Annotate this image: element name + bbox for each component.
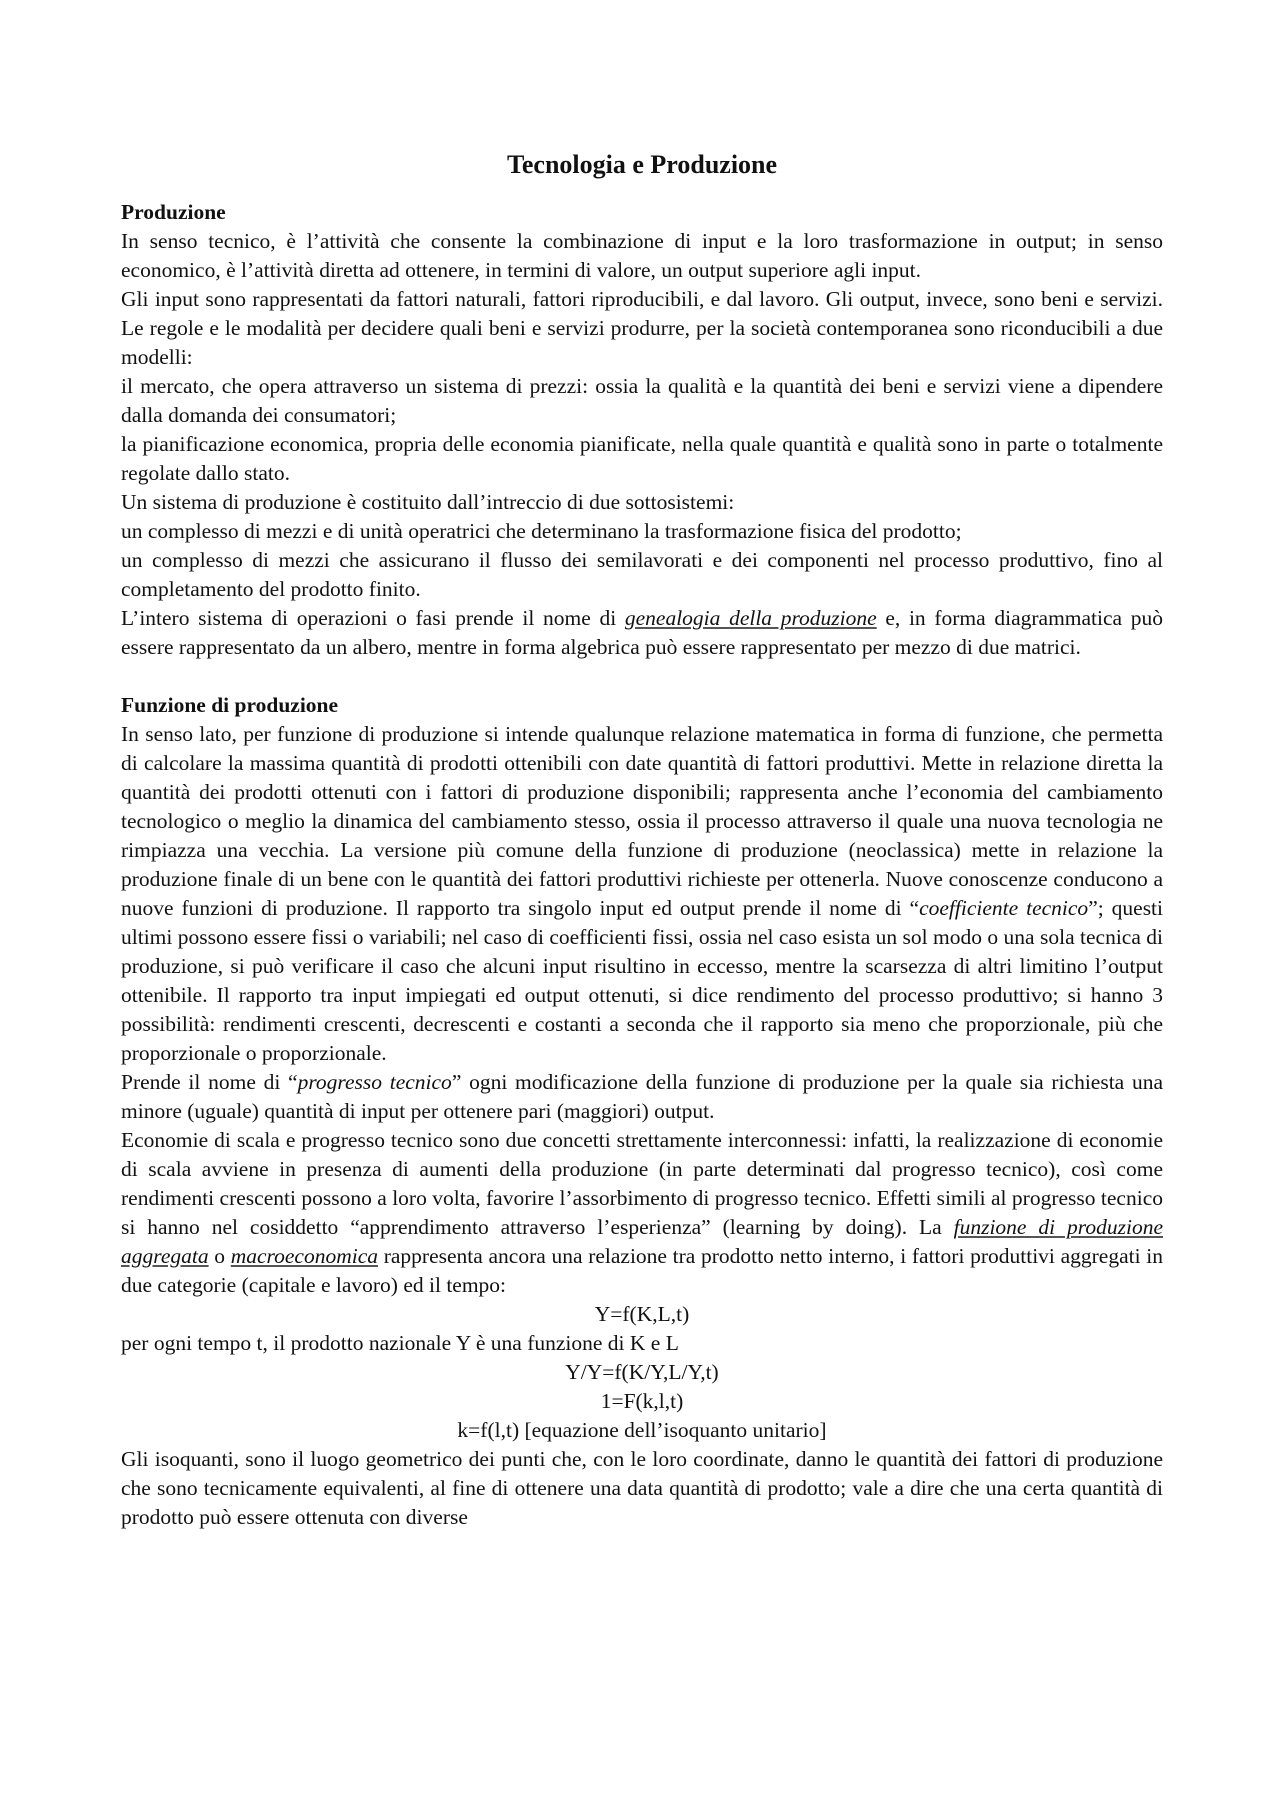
link-funzione-di-produzione-aggregata[interactable]: funzione di produzione aggregata [121, 1215, 1163, 1268]
paragraph: In senso tecnico, è l’attività che consente la combinazione di input e la loro trasformazione in output; in senso economico, è l’attività diretta ad ottenere, in termini di valore, un output superiore agli input. [121, 229, 1163, 282]
text-run: e, in forma diagrammatica può essere rappresentato da un albero, mentre in forma algebrica può essere rappresentato per mezzo di due matrici. [121, 606, 1164, 659]
text-run: rappresenta ancora una relazione tra prodotto netto interno, i fattori produttivi aggregati in due categorie (capitale e lavoro) ed il tempo: [121, 1244, 1163, 1297]
section-spacer [121, 662, 1163, 691]
paragraph: Un sistema di produzione è costituito dall’intreccio di due sottosistemi: [121, 490, 735, 514]
section-heading-funzione-di-produzione: Funzione di produzione [121, 693, 339, 717]
equation: Y/Y=f(K/Y,L/Y,t) [565, 1360, 719, 1384]
paragraph: un complesso di mezzi che assicurano il flusso dei semilavorati e dei componenti nel processo produttivo, fino al completamento del prodotto finito. [121, 548, 1163, 601]
equation: Y=f(K,L,t) [594, 1302, 690, 1326]
emphasis-coefficiente-tecnico: coefficiente tecnico [919, 896, 1089, 920]
text-run: o [208, 1244, 231, 1268]
emphasis-progresso-tecnico: progresso tecnico [297, 1070, 452, 1094]
equation-note: per ogni tempo t, il prodotto nazionale Y è una funzione di K e L [121, 1331, 679, 1355]
paragraph [121, 604, 1163, 662]
text-run: L’intero sistema di operazioni o fasi prende il nome di [121, 606, 625, 630]
text-run: In senso lato, per funzione di produzione si intende qualunque relazione matematica in forma di funzione, che permetta di calcolare la massima quantità di prodotti ottenibili con date quantità di fattori produttivi. Mette in relazione diretta la quantità dei prodotti ottenuti con i fattori di produzione disponibili; rappresenta anche l’economia del cambiamento tecnologico o meglio la dinamica del cambiamento stesso, ossia il processo attraverso il quale una nuova tecnologia ne rimpiazza una vecchia. La versione più comune della funzione di produzione (neoclassica) mette in relazione la produzione finale di un bene con le quantità dei fattori produttivi richieste per ottenerla. Nuove conoscenze conducono a nuove funzioni di produzione. Il rapporto tra singolo input ed output prende il nome di “ [121, 722, 1163, 920]
link-macroeconomica[interactable]: macroeconomica [230, 1244, 379, 1268]
text-run: Economie di scala e progresso tecnico sono due concetti strettamente interconnessi: infatti, la realizzazione di economie di scala avviene in presenza di aumenti della produzione (in parte determinati dal progresso tecnico), così come rendimenti crescenti possono a loro volta, favorire l’assorbimento di progresso tecnico. Effetti simili al progresso tecnico si hanno nel cosiddetto “apprendimento attraverso l’esperienza” (learning by doing). La [121, 1128, 1163, 1239]
paragraph [121, 1068, 1163, 1126]
paragraph [121, 1126, 1163, 1300]
paragraph: un complesso di mezzi e di unità operatrici che determinano la trasformazione fisica del prodotto; [121, 519, 962, 543]
equation: k=f(l,t) [equazione dell’isoquanto unitario] [457, 1418, 827, 1442]
paragraph [121, 720, 1163, 1068]
equation: 1=F(k,l,t) [600, 1389, 684, 1413]
paragraph: il mercato, che opera attraverso un sistema di prezzi: ossia la qualità e la quantità dei beni e servizi viene a dipendere dalla domanda dei consumatori; [121, 374, 1163, 427]
document-title: Tecnologia e Produzione [506, 150, 778, 179]
text-run: ”; questi ultimi possono essere fissi o variabili; nel caso di coefficienti fissi, ossia nel caso esista un sol modo o una sola tecnica di produzione, si può verificare il caso che alcuni input risultino in eccesso, mentre la scarsezza di altri limitino l’output ottenibile. Il rapporto tra input impiegati ed output ottenuti, si dice rendimento del processo produttivo; si hanno 3 possibilità: rendimenti crescenti, decrescenti e costanti a seconda che il rapporto sia meno che proporzionale, più che proporzionale o proporzionale. [121, 896, 1164, 1065]
section-heading-produzione: Produzione [121, 200, 226, 224]
text-run: ” ogni modificazione della funzione di produzione per la quale sia richiesta una minore (uguale) quantità di input per ottenere pari (maggiori) output. [121, 1070, 1163, 1123]
paragraph: Gli input sono rappresentati da fattori naturali, fattori riproducibili, e dal lavoro. Gli output, invece, sono beni e servizi. Le regole e le modalità per decidere quali beni e servizi produrre, per la società contemporanea sono riconducibili a due modelli: [121, 287, 1163, 369]
document-page [121, 148, 1163, 1532]
link-genealogia-della-produzione[interactable]: genealogia della produzione [624, 606, 877, 630]
text-run: Prende il nome di “ [121, 1070, 298, 1094]
paragraph: la pianificazione economica, propria delle economia pianificate, nella quale quantità e qualità sono in parte o totalmente regolate dallo stato. [121, 432, 1163, 485]
paragraph: Gli isoquanti, sono il luogo geometrico dei punti che, con le loro coordinate, danno le quantità dei fattori di produzione che sono tecnicamente equivalenti, al fine di ottenere una data quantità di prodotto; vale a dire che una certa quantità di prodotto può essere ottenuta con diverse [121, 1447, 1163, 1529]
